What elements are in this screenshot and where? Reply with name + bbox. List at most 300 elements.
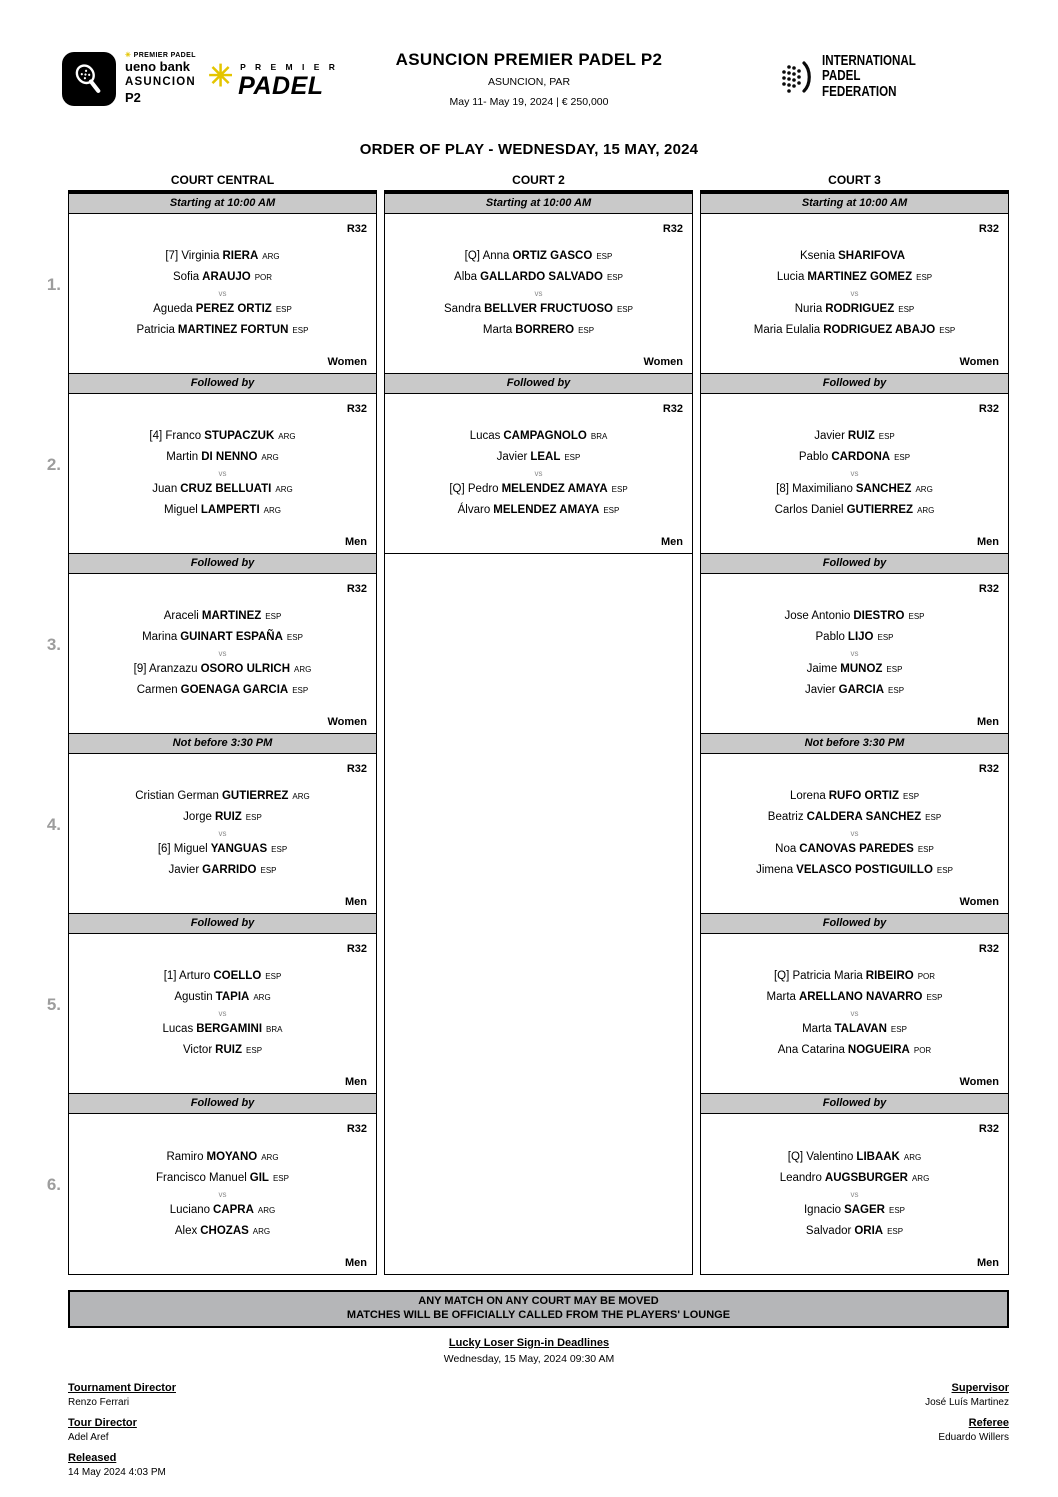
category-label: Men: [345, 536, 367, 548]
player-line: [69, 1221, 376, 1242]
player-last-name: GUINART ESPAÑA: [180, 631, 283, 643]
players-block: [701, 1135, 1008, 1257]
players-block: [69, 775, 376, 896]
court-column: [68, 190, 377, 1275]
match-box: [69, 754, 376, 914]
player-last-name: BERGAMINI: [196, 1023, 263, 1035]
player-country-code: ESP: [925, 813, 942, 822]
player-country-code: ARG: [252, 1226, 271, 1236]
player-last-name: BELLVER FRUCTUOSO: [484, 303, 613, 315]
player-last-name: STUPACZUK: [204, 430, 275, 442]
player-line: [69, 807, 376, 828]
player-line: [69, 966, 376, 987]
match-slot: [701, 194, 1008, 374]
tournament-location: ASUNCION, PAR: [487, 76, 571, 88]
notice-line1: ANY MATCH ON ANY COURT MAY BE MOVED: [418, 1295, 659, 1307]
player-last-name: MELENDEZ AMAYA: [493, 504, 600, 516]
row-number: 5.: [46, 995, 61, 1014]
asuncion-logo-premier-text: PREMIER PADEL: [133, 52, 196, 60]
player-country-code: ESP: [888, 686, 905, 695]
player-last-name: MARTINEZ FORTUN: [177, 324, 289, 336]
deadlines-title: Lucky Loser Sign-in Deadlines: [448, 1336, 610, 1349]
player-line: [701, 659, 1008, 680]
player-first-name: Alba: [454, 271, 478, 283]
player-first-name: [Q] Valentino: [787, 1150, 854, 1163]
player-line: [701, 320, 1008, 341]
player-country-code: ESP: [271, 845, 288, 854]
player-first-name: Marta: [482, 324, 513, 336]
player-country-code: ESP: [603, 506, 620, 515]
vs-label: vs: [850, 649, 859, 658]
schedule-time-label: Followed by: [69, 1094, 376, 1114]
player-country-code: ARG: [917, 506, 935, 515]
court-headers: [68, 173, 1009, 190]
player-first-name: Marta: [766, 991, 796, 1003]
vs-label: vs: [534, 469, 543, 478]
player-first-name: Lorena: [789, 790, 826, 802]
player-line: [701, 479, 1008, 500]
category-label: Women: [959, 356, 999, 368]
player-country-code: ESP: [246, 1046, 263, 1055]
player-first-name: Javier: [814, 430, 845, 442]
vs-label: vs: [218, 289, 227, 298]
player-first-name: Alex: [174, 1224, 198, 1237]
round-label: R32: [346, 943, 367, 955]
player-country-code: ARG: [275, 485, 293, 494]
player-first-name: Lucas: [162, 1023, 194, 1035]
player-last-name: CANOVAS PAREDES: [799, 843, 914, 855]
ipf-wordmark: [822, 54, 916, 100]
player-line: [69, 299, 376, 320]
player-last-name: GUTIERREZ: [846, 504, 914, 516]
player-last-name: NOGUEIRA: [847, 1044, 910, 1056]
credits-section: [68, 1373, 1009, 1478]
match-slot: [69, 374, 376, 554]
referee-label: Referee: [968, 1416, 1009, 1429]
player-last-name: ARELLANO NAVARRO: [798, 991, 923, 1003]
player-country-code: ESP: [939, 326, 956, 335]
round-label: R32: [662, 223, 683, 235]
match-box: [69, 934, 376, 1094]
player-last-name: RODRIGUEZ: [825, 303, 895, 315]
asuncion-logo-tier: P2: [125, 89, 141, 105]
players-block: [701, 235, 1008, 356]
player-country-code: ESP: [272, 1173, 289, 1183]
category-label: Men: [345, 1257, 367, 1269]
players-block: [385, 235, 692, 356]
match-slot: [701, 734, 1008, 914]
row-number: 4.: [46, 815, 61, 834]
player-first-name: [6] Miguel: [157, 843, 208, 855]
player-country-code: ARG: [292, 792, 310, 801]
vs-label: vs: [218, 1009, 227, 1018]
schedule-time-label: Followed by: [701, 554, 1008, 574]
player-first-name: Beatriz: [767, 811, 804, 823]
category-label: Men: [345, 1076, 367, 1088]
players-block: [69, 595, 376, 716]
player-last-name: YANGUAS: [210, 843, 268, 855]
player-line: [385, 426, 692, 447]
player-last-name: SAGER: [844, 1203, 885, 1216]
match-slot: [69, 194, 376, 374]
player-country-code: ESP: [596, 252, 613, 261]
player-country-code: POR: [917, 972, 936, 981]
order-of-play-title: ORDER OF PLAY - WEDNESDAY, 15 MAY, 2024: [359, 141, 699, 158]
player-first-name: Agueda: [153, 303, 193, 315]
player-line: [701, 1168, 1008, 1189]
player-first-name: Cristian German: [135, 790, 219, 802]
player-line: [69, 479, 376, 500]
round-label: R32: [346, 763, 367, 775]
court-column: [384, 190, 693, 1275]
player-last-name: OSORO ULRICH: [200, 663, 291, 675]
player-first-name: Leandro: [779, 1171, 822, 1184]
player-country-code: POR: [913, 1046, 932, 1055]
match-slot: [701, 374, 1008, 554]
player-country-code: ARG: [278, 432, 296, 441]
player-first-name: Pablo: [798, 451, 829, 463]
match-box: [701, 394, 1008, 554]
player-first-name: Francisco Manuel: [156, 1171, 247, 1184]
player-line: [385, 299, 692, 320]
player-last-name: TAPIA: [215, 991, 250, 1003]
player-first-name: Jose Antonio: [784, 610, 851, 622]
player-last-name: BORRERO: [515, 324, 575, 336]
vs-label: vs: [850, 1189, 859, 1199]
player-country-code: ARG: [903, 1152, 922, 1162]
player-country-code: ARG: [263, 506, 281, 515]
player-last-name: TALAVAN: [834, 1023, 887, 1035]
player-line: [69, 246, 376, 267]
schedule-time-label: Followed by: [69, 374, 376, 394]
player-country-code: ESP: [878, 432, 895, 441]
player-first-name: Sofia: [172, 271, 200, 283]
player-line: [701, 1221, 1008, 1242]
player-first-name: Pablo: [815, 631, 845, 643]
player-last-name: MARTINEZ GOMEZ: [807, 271, 913, 283]
match-box: [69, 394, 376, 554]
deadlines-value: Wednesday, 15 May, 2024 09:30 AM: [443, 1352, 615, 1365]
tour-director-label: Tour Director: [68, 1416, 137, 1429]
player-first-name: [7] Virginia: [165, 250, 220, 262]
schedule-time-label: Starting at 10:00 AM: [701, 194, 1008, 214]
player-line: [69, 860, 376, 881]
empty-slot: [385, 554, 692, 734]
vs-label: vs: [850, 289, 859, 298]
schedule-time-label: Followed by: [385, 374, 692, 394]
row-number: 1.: [46, 275, 61, 294]
player-country-code: ARG: [261, 1152, 279, 1162]
match-slot: [69, 734, 376, 914]
category-label: Women: [643, 356, 683, 368]
schedule-time-label: Followed by: [69, 554, 376, 574]
match-box: [69, 214, 376, 374]
player-line: [69, 1019, 376, 1040]
player-first-name: Maria Eulalia: [753, 324, 821, 336]
player-last-name: CALDERA SANCHEZ: [806, 811, 922, 823]
player-line: [69, 1040, 376, 1061]
player-last-name: LIJO: [847, 631, 874, 643]
player-first-name: Ksenia: [799, 250, 836, 262]
player-first-name: Juan: [152, 483, 178, 495]
player-line: [69, 1168, 376, 1189]
round-label: R32: [662, 403, 683, 415]
schedule-time-label: Followed by: [69, 914, 376, 934]
player-line: [385, 479, 692, 500]
player-first-name: [8] Maximiliano: [776, 483, 853, 495]
player-first-name: Ana Catarina: [777, 1044, 845, 1056]
tournament-director-label: Tournament Director: [68, 1381, 176, 1394]
player-line: [69, 447, 376, 468]
player-country-code: BRA: [266, 1025, 283, 1034]
match-box: [385, 394, 692, 554]
player-last-name: GARRIDO: [202, 864, 257, 876]
player-country-code: ESP: [903, 792, 920, 801]
player-first-name: [Q] Anna: [464, 250, 510, 262]
player-country-code: POR: [254, 273, 273, 282]
player-country-code: ESP: [936, 866, 953, 875]
player-first-name: Javier: [168, 864, 200, 876]
vs-label: vs: [534, 289, 543, 298]
player-first-name: Martin: [166, 451, 199, 463]
credits-left: [68, 1373, 176, 1478]
match-slot: [69, 1094, 376, 1274]
star-icon: ✳: [125, 52, 132, 60]
player-country-code: ARG: [257, 1205, 276, 1215]
player-last-name: LAMPERTI: [200, 504, 260, 516]
player-last-name: CHOZAS: [200, 1224, 249, 1237]
player-first-name: Marina: [142, 631, 178, 643]
player-line: [701, 966, 1008, 987]
ipf-line2: PADEL: [822, 68, 861, 85]
player-last-name: RODRIGUEZ ABAJO: [823, 324, 936, 336]
match-box: [385, 214, 692, 374]
match-slot: [385, 194, 692, 374]
schedule-time-label: Not before 3:30 PM: [69, 734, 376, 754]
player-last-name: GARCIA: [838, 684, 885, 696]
player-line: [701, 1200, 1008, 1221]
player-last-name: SANCHEZ: [855, 483, 912, 495]
player-last-name: RIERA: [222, 250, 259, 262]
match-box: [701, 934, 1008, 1094]
player-last-name: CRUZ BELLUATI: [180, 483, 272, 495]
player-last-name: ORIA: [854, 1224, 884, 1237]
player-last-name: MOYANO: [206, 1150, 258, 1163]
tour-director-value: Adel Aref: [68, 1431, 109, 1443]
premier-padel-star-icon: ✳: [208, 60, 234, 93]
notice-line2: MATCHES WILL BE OFFICIALLY CALLED FROM THE PLAYERS' LOUNGE: [346, 1309, 731, 1322]
ipf-ball-icon: [776, 55, 816, 99]
player-first-name: Javier: [496, 451, 528, 463]
round-label: R32: [346, 1123, 367, 1135]
player-country-code: ESP: [894, 453, 911, 462]
row-number: 6.: [46, 1175, 61, 1194]
round-label: R32: [978, 223, 999, 235]
credits-right: [925, 1373, 1009, 1478]
player-last-name: CAPRA: [213, 1203, 254, 1216]
player-line: [701, 447, 1008, 468]
schedule-time-label: Starting at 10:00 AM: [69, 194, 376, 214]
round-label: R32: [978, 943, 999, 955]
category-label: Women: [959, 1076, 999, 1088]
players-block: [69, 955, 376, 1076]
player-country-code: ESP: [265, 612, 282, 621]
player-first-name: Nuria: [794, 303, 823, 315]
player-country-code: ESP: [898, 305, 915, 314]
player-first-name: [4] Franco: [149, 430, 202, 442]
match-box: [69, 574, 376, 734]
match-box: [701, 1114, 1008, 1274]
player-line: [69, 839, 376, 860]
player-first-name: Carmen: [136, 684, 178, 696]
player-last-name: PEREZ ORTIZ: [195, 303, 272, 315]
row-numbers: [37, 195, 61, 1275]
players-block: [69, 235, 376, 356]
player-first-name: [9] Aranzazu: [133, 663, 198, 675]
player-line: [701, 426, 1008, 447]
player-country-code: ESP: [292, 686, 309, 695]
player-last-name: RUIZ: [847, 430, 875, 442]
schedule-grid: [68, 190, 1009, 1275]
player-last-name: COELLO: [213, 970, 262, 982]
released-label: Released: [68, 1451, 117, 1464]
players-block: [701, 415, 1008, 536]
court-header-central: COURT CENTRAL: [170, 173, 275, 187]
player-line: [69, 500, 376, 521]
player-line: [701, 1147, 1008, 1168]
empty-slot: [385, 734, 692, 914]
player-line: [701, 987, 1008, 1008]
player-line: [69, 1200, 376, 1221]
player-country-code: ESP: [286, 633, 303, 642]
player-last-name: DI NENNO: [201, 451, 258, 463]
premier-padel-word2: PADEL: [238, 72, 324, 100]
player-country-code: ESP: [265, 972, 282, 981]
round-label: R32: [346, 583, 367, 595]
player-country-code: ESP: [611, 485, 628, 494]
round-label: R32: [978, 1123, 999, 1135]
player-last-name: ARAUJO: [202, 271, 251, 283]
asuncion-logo-bank: ueno bank: [125, 59, 191, 75]
player-line: [69, 606, 376, 627]
schedule-time-label: Not before 3:30 PM: [701, 734, 1008, 754]
player-country-code: ESP: [578, 326, 595, 335]
player-country-code: BRA: [590, 432, 608, 441]
player-line: [701, 1040, 1008, 1061]
player-last-name: LIBAAK: [856, 1150, 900, 1163]
player-country-code: ESP: [616, 305, 633, 314]
player-first-name: Araceli: [163, 610, 199, 622]
player-line: [701, 680, 1008, 701]
player-first-name: [Q] Pedro: [449, 483, 499, 495]
schedule-time-label: Followed by: [701, 914, 1008, 934]
player-first-name: Salvador: [805, 1224, 852, 1237]
player-last-name: MARTINEZ: [201, 610, 262, 622]
released-value: 14 May 2024 4:03 PM: [68, 1466, 166, 1478]
player-first-name: Jimena: [756, 864, 794, 876]
empty-slot: [385, 914, 692, 1094]
player-line: [69, 1147, 376, 1168]
player-last-name: MUNOZ: [840, 663, 883, 675]
player-country-code: ESP: [564, 453, 581, 462]
player-line: [69, 987, 376, 1008]
players-block: [701, 775, 1008, 896]
player-first-name: Marta: [802, 1023, 832, 1035]
player-country-code: ARG: [915, 485, 933, 494]
player-first-name: [Q] Patricia Maria: [773, 970, 863, 982]
player-country-code: ESP: [245, 813, 262, 822]
player-line: [701, 246, 1008, 267]
player-first-name: Ramiro: [166, 1150, 204, 1163]
match-slot: [701, 914, 1008, 1094]
player-first-name: Carlos Daniel: [774, 504, 844, 516]
category-label: Women: [959, 896, 999, 908]
player-first-name: Patricia: [136, 324, 175, 336]
player-last-name: ORTIZ GASCO: [512, 250, 593, 262]
player-line: [385, 500, 692, 521]
round-label: R32: [978, 583, 999, 595]
vs-label: vs: [850, 1009, 859, 1018]
players-block: [701, 955, 1008, 1076]
player-last-name: AUGSBURGER: [824, 1171, 908, 1184]
player-country-code: ESP: [917, 845, 934, 854]
supervisor-value: José Luís Martinez: [925, 1396, 1009, 1408]
match-box: [701, 754, 1008, 914]
player-line: [385, 447, 692, 468]
match-slot: [701, 554, 1008, 734]
player-country-code: ESP: [292, 326, 309, 335]
notice-banner: [68, 1290, 1009, 1328]
round-label: R32: [978, 763, 999, 775]
player-country-code: ESP: [916, 273, 933, 282]
player-line: [701, 267, 1008, 288]
player-country-code: ARG: [261, 453, 279, 462]
vs-label: vs: [218, 829, 227, 838]
player-first-name: Ignacio: [803, 1203, 842, 1216]
match-box: [701, 214, 1008, 374]
player-line: [69, 627, 376, 648]
player-line: [69, 786, 376, 807]
player-first-name: Noa: [775, 843, 797, 855]
player-line: [69, 426, 376, 447]
match-slot: [385, 374, 692, 554]
player-last-name: RUFO ORTIZ: [828, 790, 900, 802]
schedule-time-label: Starting at 10:00 AM: [385, 194, 692, 214]
player-line: [701, 860, 1008, 881]
player-country-code: ARG: [294, 665, 312, 674]
player-last-name: GUTIERREZ: [221, 790, 289, 802]
empty-slot: [385, 1094, 692, 1274]
vs-label: vs: [850, 469, 859, 478]
player-country-code: ARG: [911, 1173, 930, 1183]
referee-value: Eduardo Willers: [938, 1431, 1009, 1443]
category-label: Men: [345, 896, 367, 908]
player-last-name: CAMPAGNOLO: [503, 430, 587, 442]
vs-label: vs: [218, 1189, 227, 1199]
tournament-dates: May 11- May 19, 2024 | € 250,000: [449, 96, 609, 108]
player-last-name: GIL: [249, 1171, 269, 1184]
players-block: [385, 415, 692, 536]
player-last-name: DIESTRO: [853, 610, 905, 622]
player-line: [701, 786, 1008, 807]
player-country-code: ESP: [260, 866, 277, 875]
player-first-name: Jorge: [183, 811, 212, 823]
player-country-code: ESP: [886, 665, 903, 674]
court-column: [700, 190, 1009, 1275]
player-country-code: ESP: [887, 1226, 904, 1236]
player-country-code: ESP: [888, 1205, 905, 1215]
player-first-name: Lucia: [776, 271, 805, 283]
